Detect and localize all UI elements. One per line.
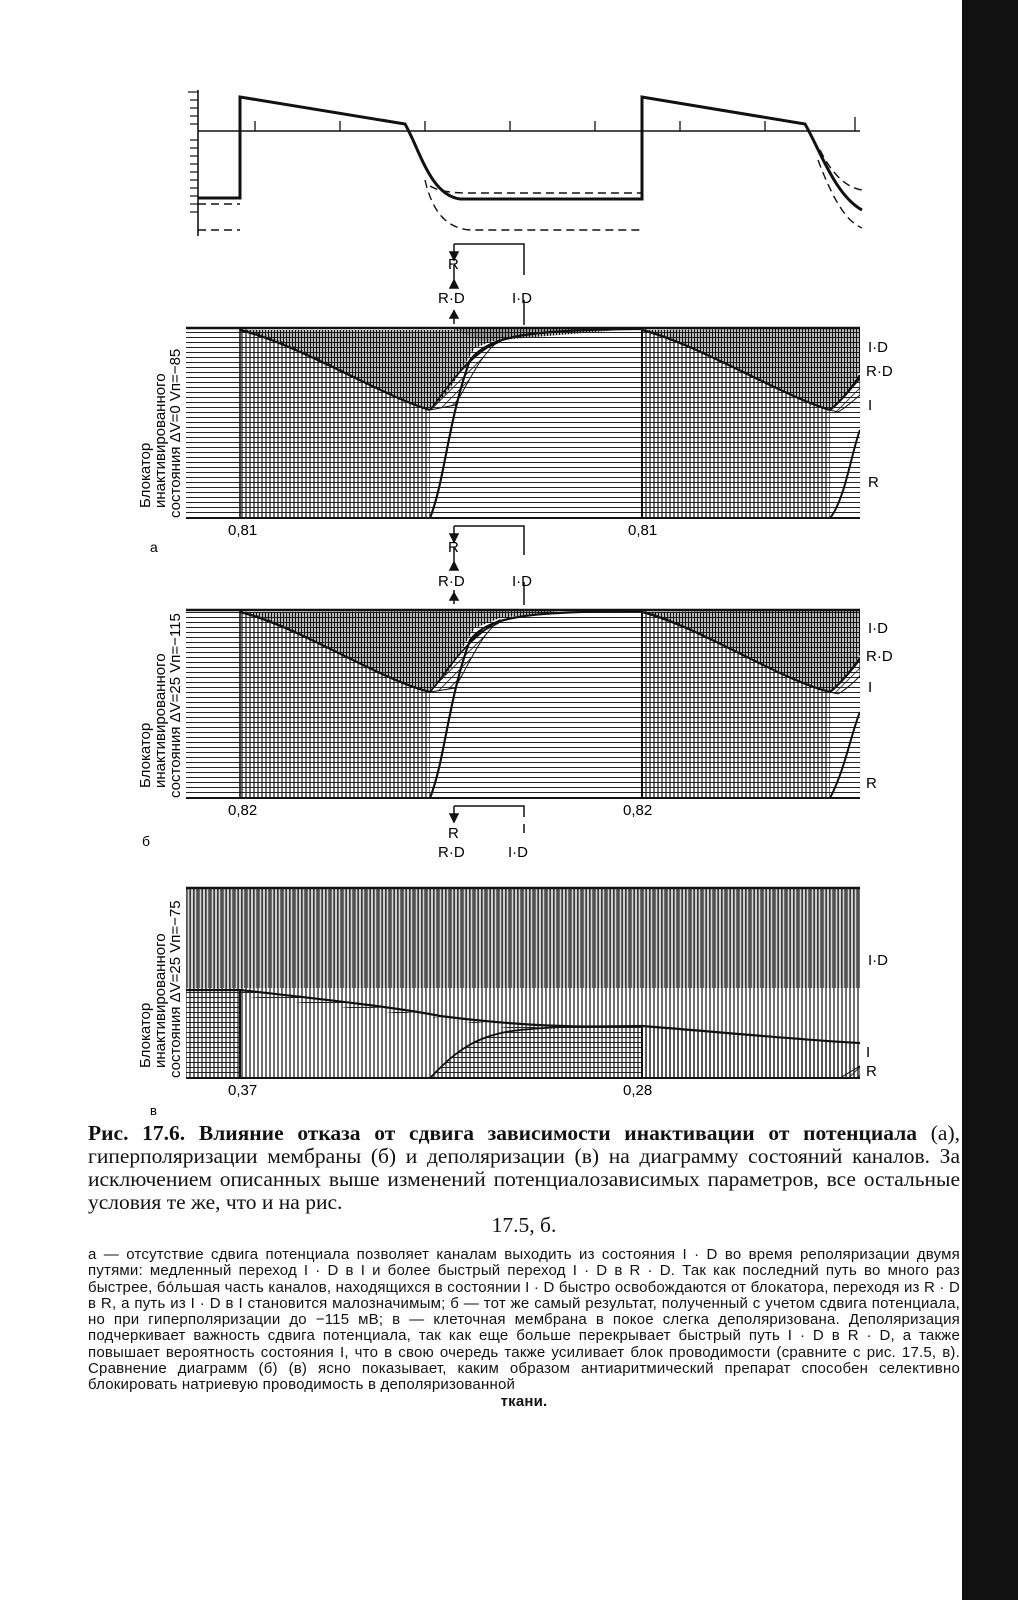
svg-text:инактивированного: инактивированного — [152, 653, 169, 788]
svg-text:состояния ΔV=0 Vп=−85: состояния ΔV=0 Vп=−85 — [167, 348, 184, 518]
transition-diagram-b — [450, 526, 524, 605]
scan-edge — [962, 0, 1018, 1600]
state-b-id: I·D — [868, 620, 888, 637]
tick-c-1: 0,37 — [228, 1082, 258, 1099]
ylabel-b — [137, 613, 184, 798]
state-diagram-c — [186, 888, 860, 1078]
transition-diagram-c — [450, 806, 524, 833]
tick-a-1: 0,81 — [228, 522, 258, 539]
tick-b-2: 0,82 — [623, 802, 653, 819]
caption-body: (а), гиперполяризации мембраны (б) и деполяризации (в) на диаграмму состояний каналов. За исключением описанных выше изменений потенциалозависимых параметров, все остальные условия те же, что и на рис. — [88, 1121, 960, 1214]
state-diagram-a — [186, 328, 860, 518]
state-c-r: R — [866, 1063, 877, 1080]
state-a-r: R — [868, 474, 879, 491]
state-b-i: I — [868, 679, 873, 696]
state-c-i: I — [866, 1044, 871, 1061]
caption-lead: Рис. 17.6. Влияние отказа от сдвига зависимости инактивации от потенциала — [88, 1121, 918, 1145]
panel-letter-c: в — [150, 1103, 157, 1118]
svg-text:инактивированного: инактивированного — [152, 933, 169, 1068]
notes-last: ткани. — [500, 1392, 548, 1410]
ylabel-c — [137, 900, 184, 1078]
state-label-rd: R·D — [438, 290, 465, 307]
state-label-id: I·D — [512, 573, 532, 590]
notes-text: а — отсутствие сдвига потенциала позволяет каналам выходить из состояния I · D во время реполяризации двумя путями: медленный переход I · D в I и более быстрый переход I · D в R · D. Так как последний путь во много раз быстрее, бо́льшая часть каналов, находящихся в состоянии I · D быстро освобождаются от блокатора, переходя из R · D в R, а путь из I · D в I становится малозначимым; б — тот же самый результат, полученный с учетом сдвига потенциала, но при гиперполяризации до −115 мВ; в — клеточная мембрана в покое слегка деполяризована. Деполяризация подчеркивает важность сдвига потенциала, так как еще больше перекрывает быстрый путь I · D в R · D, а также повышает вероятность состояния I, что в свою очередь также усиливает блок проводимости (сравните с рис. 17.5, в). Сравнение диаграмм (б) (в) ясно показывает, каким образом антиаритмический препарат способен селективно блокировать натриевую проводимость в деполяризованной — [88, 1246, 960, 1394]
figure-caption — [88, 1122, 960, 1237]
state-label-rd: R·D — [438, 573, 465, 590]
voltage-trace — [188, 90, 862, 236]
ylabel-a — [137, 349, 184, 518]
svg-text:Блокатор: Блокатор — [137, 722, 154, 788]
state-b-rd: R·D — [866, 648, 893, 665]
state-label-id: I·D — [512, 290, 532, 307]
panel-letter-a: а — [150, 539, 158, 555]
state-b-r: R — [866, 775, 877, 792]
tick-a-2: 0,81 — [628, 522, 658, 539]
state-label-r: R — [448, 539, 459, 556]
state-diagram-b — [186, 610, 860, 798]
svg-text:состояния ΔV=25 Vп=−115: состояния ΔV=25 Vп=−115 — [167, 613, 184, 798]
svg-text:состояния ΔV=25 Vп=−75: состояния ΔV=25 Vп=−75 — [167, 900, 184, 1078]
tick-c-2: 0,28 — [623, 1082, 653, 1099]
caption-tail: 17.5, б. — [491, 1213, 557, 1237]
panel-letter-b: б — [142, 833, 151, 849]
state-label-r: R — [448, 825, 459, 842]
state-label-id: I·D — [508, 844, 528, 861]
figure-notes — [88, 1247, 960, 1410]
tick-b-1: 0,82 — [228, 802, 258, 819]
state-a-id: I·D — [868, 339, 888, 356]
state-a-rd: R·D — [866, 363, 893, 380]
svg-text:Блокатор: Блокатор — [137, 1002, 154, 1068]
svg-text:инактивированного: инактивированного — [152, 373, 169, 508]
state-a-i: I — [868, 397, 873, 414]
transition-diagram-a — [450, 244, 524, 325]
state-label-r: R — [448, 256, 459, 273]
state-c-id: I·D — [868, 952, 888, 969]
state-label-rd: R·D — [438, 844, 465, 861]
svg-text:Блокатор: Блокатор — [137, 442, 154, 508]
